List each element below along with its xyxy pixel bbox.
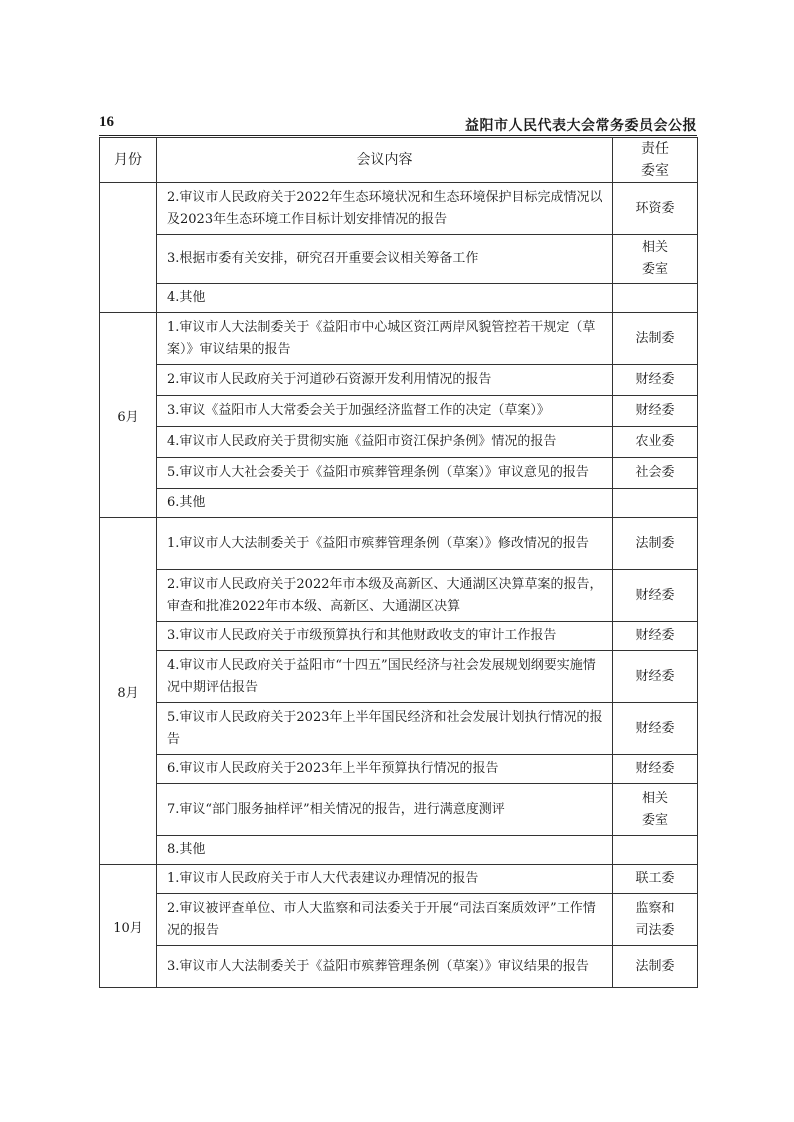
content-cell: 4.审议市人民政府关于贯彻实施《益阳市资江保护条例》情况的报告 — [157, 427, 613, 458]
dept-cell: 财经委 — [613, 396, 698, 427]
table-row — [100, 396, 698, 427]
content-cell: 5.审议市人民政府关于2023年上半年国民经济和社会发展计划执行情况的报告 — [157, 703, 613, 755]
table-row — [100, 755, 698, 784]
month-cell: 10月 — [100, 865, 157, 988]
content-cell: 3.审议市人民政府关于市级预算执行和其他财政收支的审计工作报告 — [157, 622, 613, 651]
header-rule — [99, 135, 697, 136]
header-dept-line1: 责任 — [641, 141, 669, 157]
content-cell: 4.审议市人民政府关于益阳市“十四五”国民经济与社会发展规划纲要实施情况中期评估报告 — [157, 651, 613, 703]
dept-cell: 财经委 — [613, 365, 698, 396]
content-cell: 5.审议市人大社会委关于《益阳市殡葬管理条例（草案）》审议意见的报告 — [157, 458, 613, 489]
header-dept-line2: 委室 — [641, 163, 669, 179]
table-row — [100, 622, 698, 651]
page-number: 16 — [99, 114, 114, 130]
month-cell: 8月 — [100, 518, 157, 865]
table-row — [100, 703, 698, 755]
content-cell: 6.其他 — [157, 489, 613, 518]
month-cell: 6月 — [100, 313, 157, 518]
content-cell: 1.审议市人大法制委关于《益阳市中心城区资江两岸风貌管控若干规定（草案）》审议结果的报告 — [157, 313, 613, 365]
dept-cell — [613, 489, 698, 518]
content-cell: 1.审议市人大法制委关于《益阳市殡葬管理条例（草案）》修改情况的报告 — [157, 518, 613, 570]
content-cell: 3.根据市委有关安排，研究召开重要会议相关筹备工作 — [157, 235, 613, 284]
table-row — [100, 458, 698, 489]
journal-title: 益阳市人民代表大会常务委员会公报 — [465, 118, 697, 134]
content-cell: 2.审议市人民政府关于2022年生态环境状况和生态环境保护目标完成情况以及2023年生态环境工作目标计划安排情况的报告 — [157, 183, 613, 235]
table-row — [100, 518, 698, 570]
content-cell: 7.审议“部门服务抽样评”相关情况的报告，进行满意度测评 — [157, 784, 613, 836]
content-cell: 6.审议市人民政府关于2023年上半年预算执行情况的报告 — [157, 755, 613, 784]
content-cell: 3.审议市人大法制委关于《益阳市殡葬管理条例（草案）》审议结果的报告 — [157, 946, 613, 988]
table-row — [100, 365, 698, 396]
dept-cell — [613, 284, 698, 313]
table-row — [100, 836, 698, 865]
month-cell — [100, 183, 157, 313]
dept-cell — [613, 235, 698, 284]
table-row — [100, 235, 698, 284]
dept-cell: 财经委 — [613, 622, 698, 651]
table-header-row — [100, 138, 698, 183]
table-row — [100, 570, 698, 622]
meeting-schedule-table — [99, 137, 698, 988]
header-month: 月份 — [100, 138, 157, 183]
table-row — [100, 651, 698, 703]
table-row — [100, 894, 698, 946]
header-content: 会议内容 — [157, 138, 613, 183]
table-row — [100, 784, 698, 836]
dept-cell: 财经委 — [613, 703, 698, 755]
dept-cell — [613, 894, 698, 946]
content-cell: 1.审议市人民政府关于市人大代表建议办理情况的报告 — [157, 865, 613, 894]
content-cell: 3.审议《益阳市人大常委会关于加强经济监督工作的决定（草案）》 — [157, 396, 613, 427]
dept-text: 相关委室 — [641, 240, 668, 277]
content-cell: 8.其他 — [157, 836, 613, 865]
dept-cell: 法制委 — [613, 313, 698, 365]
dept-text: 相关委室 — [641, 790, 668, 828]
dept-cell: 财经委 — [613, 755, 698, 784]
dept-cell: 法制委 — [613, 518, 698, 570]
dept-cell: 社会委 — [613, 458, 698, 489]
dept-cell: 法制委 — [613, 946, 698, 988]
dept-text: 监察和司法委 — [635, 900, 675, 938]
table-row — [100, 183, 698, 235]
content-cell: 4.其他 — [157, 284, 613, 313]
header-dept — [613, 138, 698, 183]
dept-cell: 财经委 — [613, 570, 698, 622]
dept-cell — [613, 784, 698, 836]
table-row — [100, 427, 698, 458]
dept-cell: 财经委 — [613, 651, 698, 703]
table-row — [100, 284, 698, 313]
dept-cell: 农业委 — [613, 427, 698, 458]
dept-cell: 联工委 — [613, 865, 698, 894]
content-cell: 2.审议市人民政府关于河道砂石资源开发利用情况的报告 — [157, 365, 613, 396]
content-cell: 2.审议市人民政府关于2022年市本级及高新区、大通湖区决算草案的报告，审查和批准2022年市本级、高新区、大通湖区决算 — [157, 570, 613, 622]
page-header — [99, 114, 697, 136]
table-row — [100, 946, 698, 988]
dept-cell — [613, 836, 698, 865]
dept-cell: 环资委 — [613, 183, 698, 235]
table-row — [100, 313, 698, 365]
content-cell: 2.审议被评查单位、市人大监察和司法委关于开展“司法百案质效评”工作情况的报告 — [157, 894, 613, 946]
table-row — [100, 865, 698, 894]
table-row — [100, 489, 698, 518]
